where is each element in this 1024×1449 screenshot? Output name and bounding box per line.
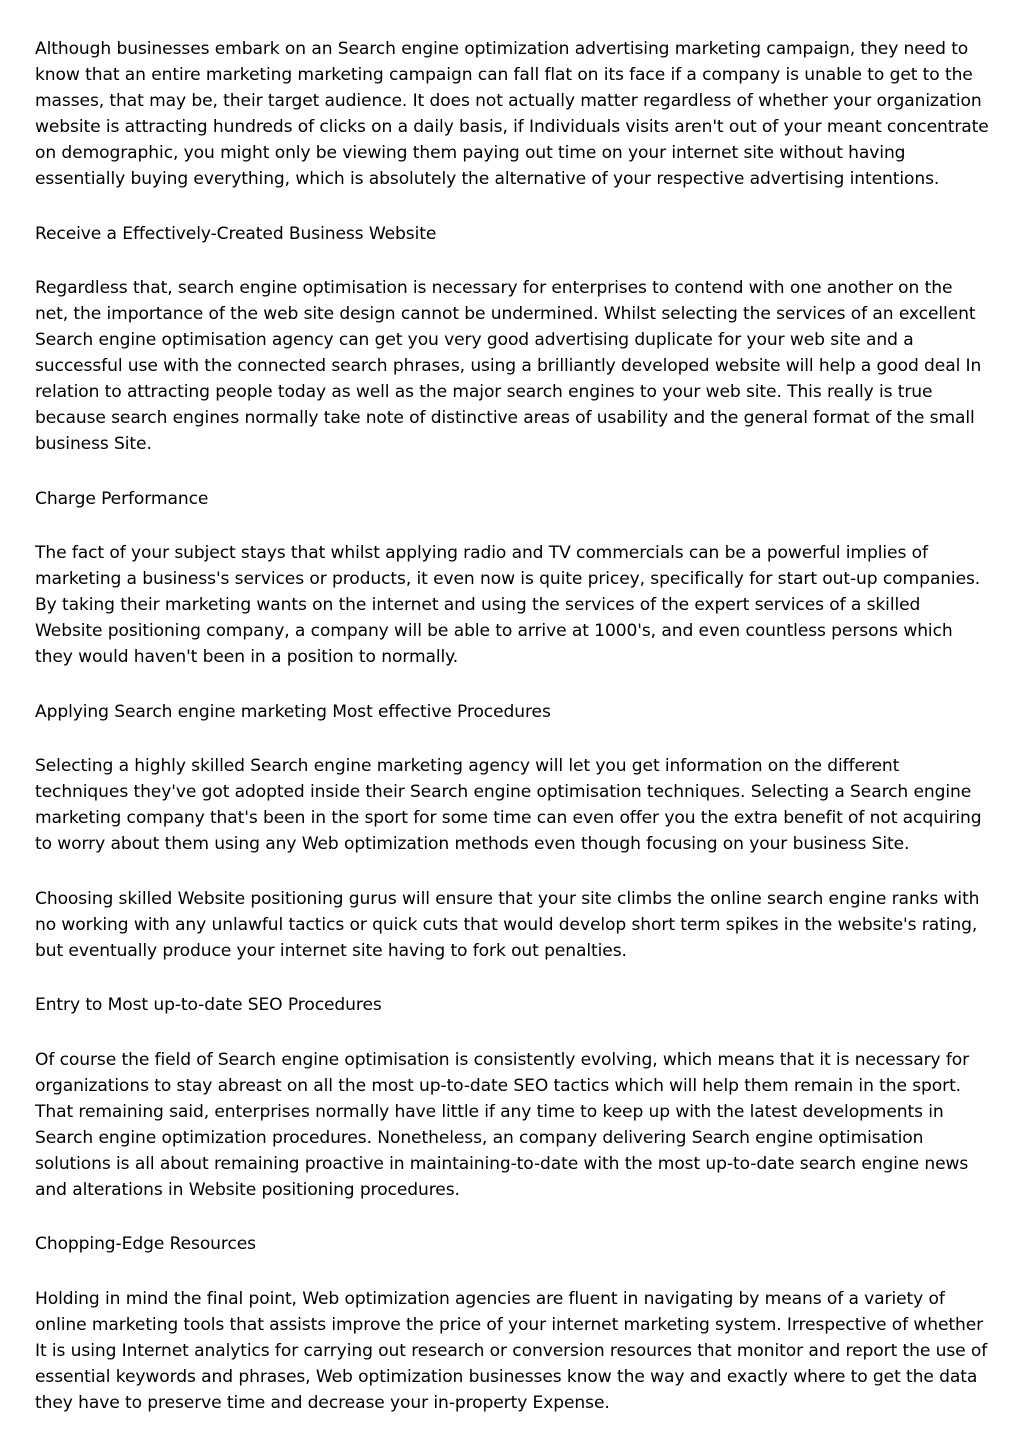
performance-paragraph: The fact of your subject stays that whilst applying radio and TV commercials can be a powerful implies of marketing a business's services or products, it even now is quite pricey, specifically for start out-up companies. By taking their marketing wants on the internet and using the services of the expert services of a skilled Website positioning company, a company will be able to arrive at 1000's, and even countless persons which they would haven't been in a position to normally. bbox=[35, 543, 981, 667]
section-heading-website: Receive a Effectively-Created Business Website bbox=[35, 223, 437, 244]
intro-paragraph: Although businesses embark on an Search engine optimization advertising marketing campaign, they need to know that an entire marketing marketing campaign can fall flat on its face if a company is unable to get to the masses, that may be, their target audience. It does not actually matter regardless of whether your organization website is attracting hundreds of clicks on a daily basis, if Individuals visits aren't out of your meant concentrate on demographic, you might only be viewing them paying out time on your internet site without having essentially buying everything, which is absolutely the alternative of your respective advertising intentions. bbox=[35, 39, 989, 189]
resources-paragraph: Holding in mind the final point, Web optimization agencies are fluent in navigating by means of a variety of online marketing tools that assists improve the price of your internet marketing system. Irrespective of whether It is using Internet analytics for carrying out research or conversion resources that monitor and report the use of essential keywords and phrases, Web optimization businesses know the way and exactly where to get the data they have to preserve time and decrease your in-property Expense. bbox=[35, 1288, 988, 1413]
seo-paragraph: Of course the field of Search engine optimisation is consistently evolving, which means that it is necessary for organizations to stay abreast on all the most up-to-date SEO tactics which will help them remain in the sport. That remaining said, enterprises normally have little if any time to keep up with the latest developments in Search engine optimization procedures. Nonetheless, an company delivering Search engine optimisation solutions is all about remaining proactive in maintaining-to-date with the most up-to-date search engine news and alterations in Website positioning procedures. bbox=[35, 1049, 970, 1200]
section-heading-resources: Chopping-Edge Resources bbox=[35, 1234, 256, 1254]
section-heading-performance: Charge Performance bbox=[35, 488, 209, 509]
gurus-paragraph: Choosing skilled Website positioning gurus will ensure that your site climbs the online search engine ranks with no working with any unlawful tactics or quick cuts that would develop short term spikes in the website's rating, but eventually produce your internet site having to fork out penalties. bbox=[35, 888, 980, 961]
section-heading-procedures: Applying Search engine marketing Most effective Procedures bbox=[35, 701, 551, 722]
website-paragraph: Regardless that, search engine optimisation is necessary for enterprises to contend with one another on the net, the importance of the web site design cannot be undermined. Whilst selecting the services of an excellent Search engine optimisation agency can get you very good advertising duplicate for your web site and a successful use with the connected search phrases, using a brilliantly developed website will help a good deal In relation to attracting people today as well as the major search engines to your web site. This really is true because search engines normally take note of distinctive areas of usability and the general format of the small business Site. bbox=[35, 278, 982, 454]
procedures-paragraph: Selecting a highly skilled Search engine marketing agency will let you get information on the different techniques they've got adopted inside their Search engine optimisation techniques. Selecting a Search engine marketing company that's been in the sport for some time can even offer you the extra benefit of not acquiring to worry about them using any Web optimization methods even though focusing on your business Site. bbox=[35, 756, 982, 854]
section-heading-seo: Entry to Most up-to-date SEO Procedures bbox=[35, 995, 382, 1015]
